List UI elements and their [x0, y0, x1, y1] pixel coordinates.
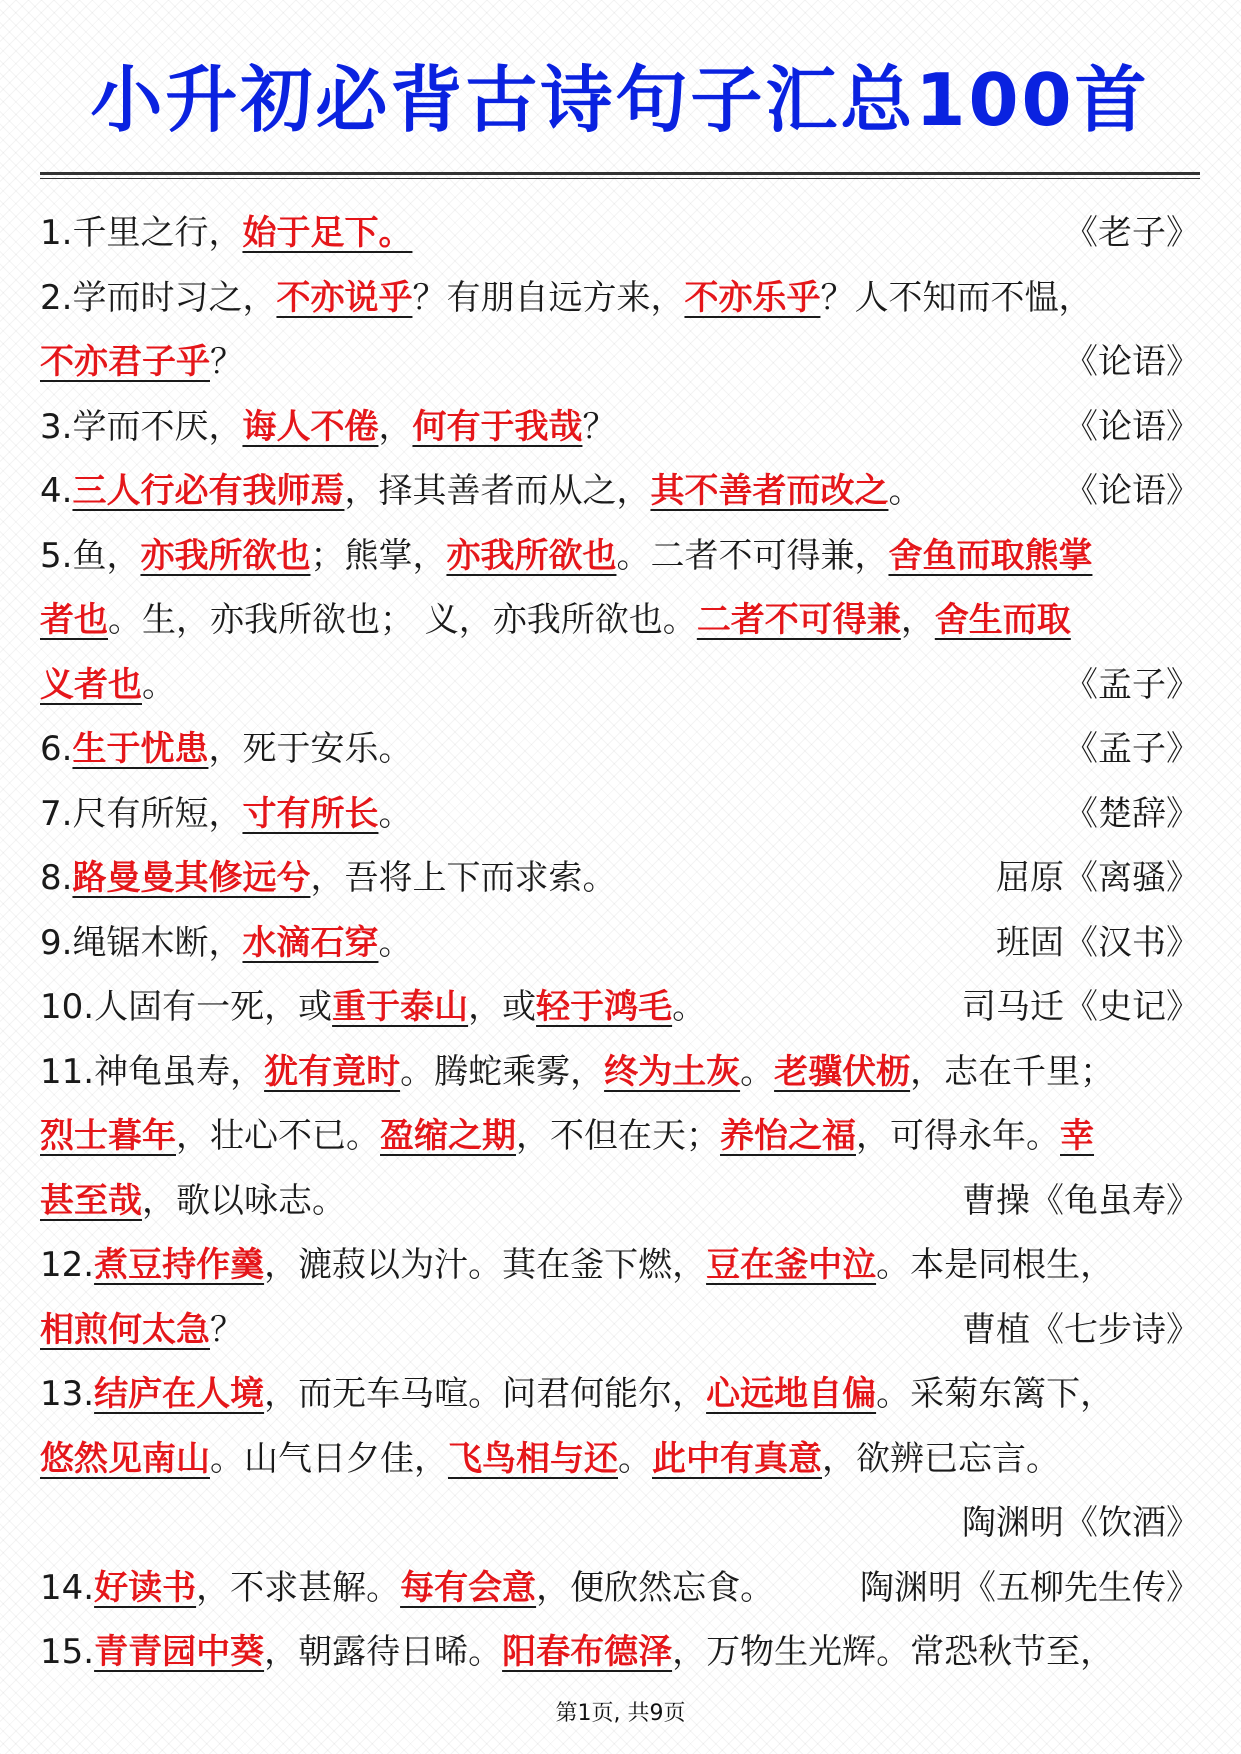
- plain-text: ？: [582, 406, 617, 447]
- plain-text: 尺有所短，: [72, 793, 243, 834]
- poem-text: [40, 1233, 1114, 1298]
- highlighted-text: 舍鱼而取熊掌: [888, 535, 1093, 576]
- highlighted-text: 飞鸟相与还: [448, 1438, 618, 1479]
- item-number: 6.: [40, 729, 73, 769]
- title-divider: [40, 172, 1200, 175]
- plain-text: ，不求甚解。: [196, 1567, 401, 1608]
- highlighted-text: 养怡之福: [720, 1116, 856, 1156]
- poem-line: [40, 846, 1200, 911]
- highlighted-text: 心远地自偏: [706, 1374, 877, 1414]
- poem-line: [40, 1104, 1200, 1169]
- poem-line: [40, 975, 1200, 1040]
- plain-text: 。山气日夕佳，: [210, 1438, 448, 1479]
- plain-text: 学而不厌，: [72, 406, 243, 447]
- poem-text: [40, 266, 1092, 331]
- highlighted-text: 豆在釜中泣: [706, 1245, 877, 1285]
- plain-text: 。: [672, 987, 707, 1027]
- plain-text: ，漉菽以为汁。萁在釜下燃，: [264, 1245, 707, 1285]
- highlighted-text: 生于忧患: [72, 729, 209, 769]
- plain-text: ，壮心不已。: [176, 1116, 380, 1156]
- highlighted-text: 不亦君子乎: [40, 342, 210, 382]
- highlighted-text: 结庐在人境: [94, 1374, 265, 1414]
- poem-line: [40, 1620, 1200, 1685]
- poem-line: [40, 1169, 1200, 1234]
- plain-text: 。: [888, 471, 923, 511]
- poem-line: [40, 330, 1200, 395]
- item-number: 14.: [40, 1567, 95, 1608]
- item-number: 7.: [40, 793, 73, 834]
- source-label: 《孟子》: [1064, 664, 1200, 705]
- highlighted-text: 不亦乐乎: [684, 277, 821, 318]
- highlighted-text: 老骥伏枥: [774, 1051, 911, 1092]
- highlighted-text: 二者不可得兼: [696, 600, 901, 640]
- poem-text: [40, 846, 616, 911]
- plain-text: 。: [378, 793, 413, 834]
- poem-text: [40, 524, 1092, 589]
- plain-text: ，可得永年。: [856, 1116, 1060, 1156]
- plain-text: 鱼，: [72, 535, 141, 576]
- highlighted-text: 何有于我哉: [412, 406, 583, 447]
- plain-text: 。本是同根生，: [876, 1245, 1115, 1285]
- plain-text: 。生，亦我所欲也； 义，亦我所欲也。: [108, 600, 697, 640]
- poem-line: [40, 1556, 1200, 1621]
- source-label: 曹植《七步诗》: [962, 1309, 1200, 1350]
- highlighted-text: 始于足下。: [242, 213, 413, 253]
- plain-text: ，吾将上下而求索。: [310, 858, 617, 898]
- highlighted-text: 煮豆持作羹: [94, 1245, 265, 1285]
- source-label: 《老子》: [1064, 213, 1200, 253]
- highlighted-text: 青青园中葵: [94, 1632, 265, 1672]
- poem-line: [40, 1040, 1200, 1105]
- item-number: 9.: [40, 922, 73, 963]
- poem-text: [40, 717, 412, 782]
- plain-text: 。: [378, 922, 413, 963]
- plain-text: 绳锯木断，: [72, 922, 243, 963]
- page-title: 小升初必背古诗句子汇总100首: [90, 58, 1150, 142]
- poem-text: [40, 1620, 1114, 1685]
- highlighted-text: 悠然见南山: [40, 1438, 210, 1479]
- highlighted-text: 犹有竟时: [264, 1051, 401, 1092]
- poem-text: [40, 330, 244, 395]
- poem-text: [40, 588, 1071, 653]
- item-number: 3.: [40, 406, 73, 447]
- highlighted-text: 其不善者而改之: [650, 471, 889, 511]
- plain-text: 。腾蛇乘雾，: [400, 1051, 605, 1092]
- plain-text: ，万物生光辉。常恐秋节至，: [672, 1632, 1115, 1672]
- source-label: 《孟子》: [1064, 729, 1200, 769]
- plain-text: ？有朋自远方来，: [412, 277, 685, 318]
- highlighted-text: 三人行必有我师焉: [72, 471, 345, 511]
- plain-text: ，不但在天；: [516, 1116, 720, 1156]
- plain-text: ，欲辨已忘言。: [822, 1438, 1060, 1479]
- poem-text: [40, 1556, 774, 1621]
- highlighted-text: 每有会意: [400, 1567, 537, 1608]
- plain-text: ；熊掌，: [310, 535, 447, 576]
- source-label: 《论语》: [1064, 471, 1200, 511]
- item-number: 11.: [40, 1051, 95, 1092]
- plain-text: ，死于安乐。: [208, 729, 413, 769]
- plain-text: 。: [618, 1438, 652, 1479]
- item-number: 1.: [40, 213, 73, 253]
- poem-text: [40, 975, 706, 1040]
- item-number: 2.: [40, 277, 73, 318]
- page-footer: 第1页, 共9页: [555, 1701, 686, 1726]
- poem-line: [40, 1362, 1200, 1427]
- plain-text: ，: [378, 406, 413, 447]
- plain-text: ，或: [468, 987, 537, 1027]
- poem-line: [40, 1491, 1200, 1556]
- poem-text: [40, 1362, 1114, 1427]
- plain-text: 。: [142, 664, 176, 705]
- item-number: 5.: [40, 535, 73, 576]
- plain-text: 。二者不可得兼，: [616, 535, 889, 576]
- poem-line: [40, 911, 1200, 976]
- poem-line: [40, 1427, 1200, 1492]
- item-number: 12.: [40, 1245, 95, 1285]
- highlighted-text: 亦我所欲也: [140, 535, 311, 576]
- source-label: 班固《汉书》: [996, 922, 1200, 963]
- poem-line: [40, 524, 1200, 589]
- item-number: 8.: [40, 858, 73, 898]
- source-label: 陶渊明《五柳先生传》: [860, 1567, 1200, 1608]
- highlighted-text: 终为土灰: [604, 1051, 741, 1092]
- plain-text: ，志在千里；: [910, 1051, 1115, 1092]
- plain-text: ，而无车马喧。问君何能尔，: [264, 1374, 707, 1414]
- source-label: 《论语》: [1064, 342, 1200, 382]
- highlighted-text: 舍生而取: [934, 600, 1071, 640]
- poem-text: [40, 459, 922, 524]
- plain-text: ？人不知而不愠，: [820, 277, 1093, 318]
- poem-line: [40, 653, 1200, 718]
- poem-text: [40, 201, 412, 266]
- highlighted-text: 者也: [40, 600, 108, 640]
- plain-text: ？: [210, 342, 244, 382]
- highlighted-text: 轻于鸿毛: [536, 987, 673, 1027]
- poem-text: [40, 1298, 244, 1363]
- item-number: 15.: [40, 1632, 95, 1672]
- highlighted-text: 此中有真意: [652, 1438, 822, 1479]
- plain-text: 。采菊东篱下，: [876, 1374, 1115, 1414]
- plain-text: ，朝露待日晞。: [264, 1632, 503, 1672]
- highlighted-text: 水滴石穿: [242, 922, 379, 963]
- source-label: 《论语》: [1064, 406, 1200, 447]
- highlighted-text: 重于泰山: [332, 987, 469, 1027]
- poem-text: [40, 911, 412, 976]
- poem-line: [40, 201, 1200, 266]
- title-divider-thin: [40, 178, 1200, 179]
- source-label: 司马迁《史记》: [962, 987, 1200, 1027]
- plain-text: ，: [900, 600, 935, 640]
- highlighted-text: 亦我所欲也: [446, 535, 617, 576]
- highlighted-text: 阳春布德泽: [502, 1632, 673, 1672]
- poem-text: [40, 782, 412, 847]
- page: [40, 0, 1200, 1754]
- highlighted-text: 路曼曼其修远兮: [72, 858, 311, 898]
- highlighted-text: 烈士暮年: [40, 1116, 176, 1156]
- source-label: 屈原《离骚》: [996, 858, 1200, 898]
- poem-line: [40, 717, 1200, 782]
- poem-text: [40, 653, 176, 718]
- plain-text: ，歌以咏志。: [142, 1180, 346, 1221]
- poem-line: [40, 588, 1200, 653]
- poem-line: [40, 1298, 1200, 1363]
- poem-text: [40, 1169, 346, 1234]
- item-number: 10.: [40, 987, 95, 1027]
- poem-text: [40, 395, 616, 460]
- highlighted-text: 不亦说乎: [276, 277, 413, 318]
- source-label: 《楚辞》: [1064, 793, 1200, 834]
- poem-line: [40, 266, 1200, 331]
- poem-text: [40, 1040, 1114, 1105]
- plain-text: 千里之行，: [72, 213, 243, 253]
- plain-text: ，择其善者而从之，: [344, 471, 651, 511]
- source-label: 陶渊明《饮酒》: [962, 1503, 1200, 1543]
- plain-text: 。: [740, 1051, 775, 1092]
- poem-line: [40, 395, 1200, 460]
- highlighted-text: 诲人不倦: [242, 406, 379, 447]
- plain-text: ，便欣然忘食。: [536, 1567, 775, 1608]
- plain-text: 神龟虽寿，: [94, 1051, 265, 1092]
- poem-text: [40, 1427, 1060, 1492]
- highlighted-text: 好读书: [94, 1567, 197, 1608]
- highlighted-text: 盈缩之期: [380, 1116, 516, 1156]
- highlighted-text: 甚至哉: [40, 1180, 142, 1221]
- highlighted-text: 寸有所长: [242, 793, 379, 834]
- plain-text: 学而时习之，: [72, 277, 277, 318]
- plain-text: ？: [210, 1309, 244, 1350]
- item-number: 13.: [40, 1374, 95, 1414]
- plain-text: 人固有一死，或: [94, 987, 333, 1027]
- poem-text: [40, 1104, 1094, 1169]
- poem-line: [40, 459, 1200, 524]
- highlighted-text: 相煎何太急: [40, 1309, 210, 1350]
- poem-line: [40, 1233, 1200, 1298]
- source-label: 曹操《龟虽寿》: [962, 1180, 1200, 1221]
- item-number: 4.: [40, 471, 73, 511]
- highlighted-text: 幸: [1060, 1116, 1094, 1156]
- highlighted-text: 义者也: [40, 664, 142, 705]
- poem-line: [40, 782, 1200, 847]
- poem-list: [40, 201, 1200, 1685]
